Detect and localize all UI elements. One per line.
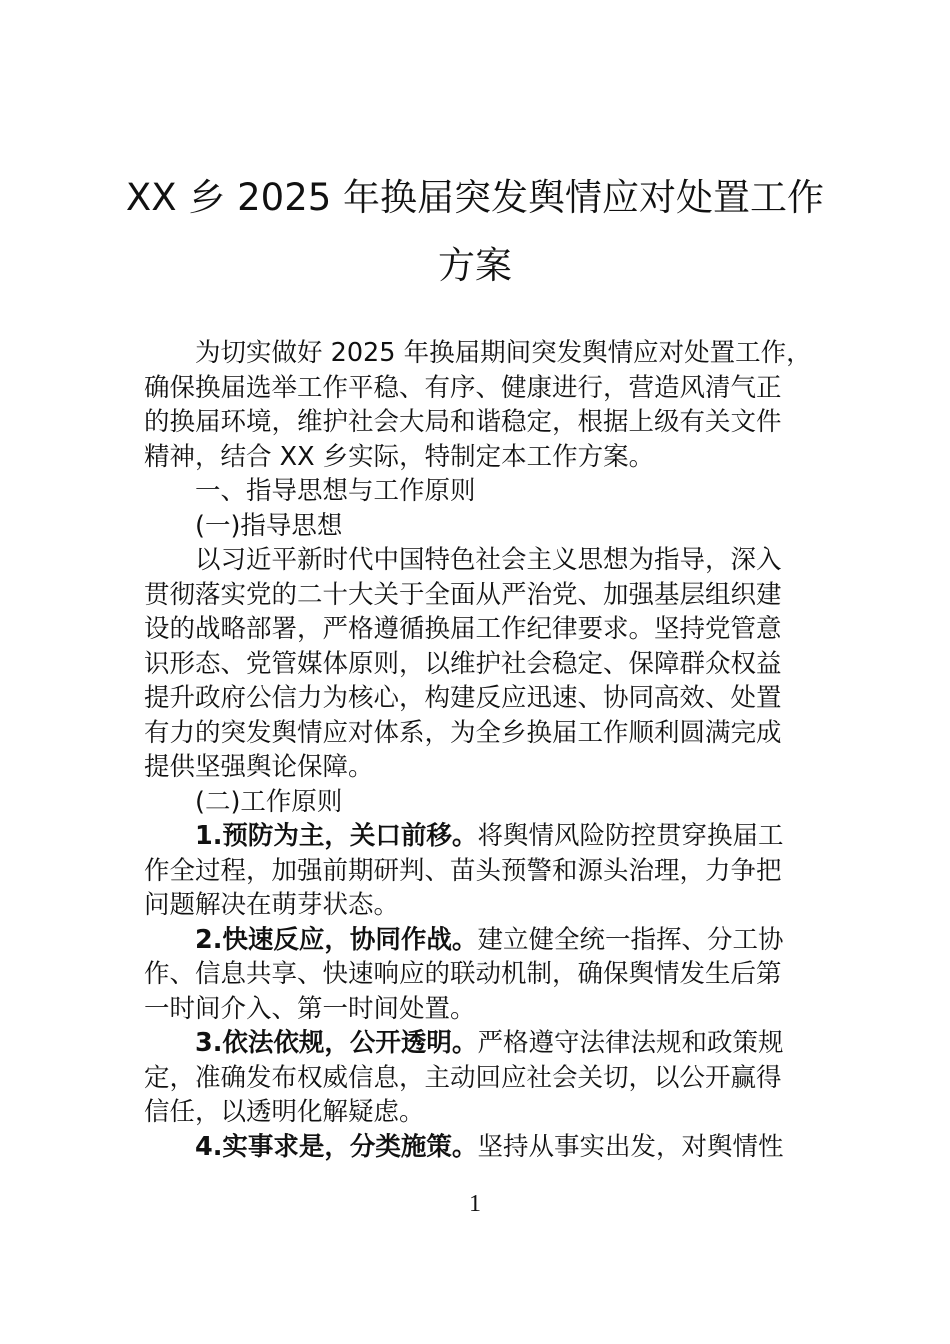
body-line: [144, 612, 810, 647]
body-line: [144, 474, 810, 509]
body-line: [144, 957, 810, 992]
body-line: [144, 509, 810, 544]
line-text: 设的战略部署，严格遵循换届工作纪律要求。坚持党管意: [144, 614, 782, 644]
line-text: (一)指导思想: [195, 510, 343, 541]
body-line: [144, 647, 810, 682]
line-text: 识形态、党管媒体原则，以维护社会稳定、保障群众权益: [144, 648, 782, 679]
line-text: 的换届环境，维护社会大局和谐稳定，根据上级有关文件: [144, 407, 782, 437]
line-text: 坚持从事实出发，对舆情性: [477, 1131, 784, 1162]
bold-lead-in: 4.实事求是，分类施策。: [195, 1131, 478, 1162]
line-text: 作全过程，加强前期研判、苗头预警和源头治理，力争把: [144, 855, 782, 886]
line-text: 提升政府公信力为核心，构建反应迅速、协同高效、处置: [144, 683, 782, 713]
body-line: [144, 992, 810, 1027]
line-text: 一时间介入、第一时间处置。: [144, 993, 476, 1024]
body-line: [144, 716, 810, 751]
body-line: [144, 440, 810, 475]
body-line: [144, 543, 810, 578]
body-line: [144, 578, 810, 613]
bold-lead-in: 3.依法依规，公开透明。: [195, 1028, 478, 1058]
line-text: 为切实做好 2025 年换届期间突发舆情应对处置工作，: [195, 338, 812, 368]
line-text: 建立健全统一指挥、分工协: [477, 924, 784, 955]
bold-lead-in: 1.预防为主，关口前移。: [195, 821, 478, 851]
body-line: [144, 371, 810, 406]
line-text: 作、信息共享、快速响应的联动机制，确保舆情发生后第: [144, 959, 782, 989]
body-line: [144, 750, 810, 785]
line-text: 以习近平新时代中国特色社会主义思想为指导，深入: [195, 545, 782, 575]
line-text: 一、指导思想与工作原则: [195, 476, 476, 506]
body-line: [144, 1095, 810, 1130]
body-line: [144, 923, 810, 958]
body-line: [144, 785, 810, 820]
bold-lead-in: 2.快速反应，协同作战。: [195, 924, 478, 955]
line-text: (二)工作原则: [195, 786, 343, 817]
line-text: 确保换届选举工作平稳、有序、健康进行，营造风清气正: [144, 372, 782, 403]
body-line: [144, 1061, 810, 1096]
line-text: 贯彻落实党的二十大关于全面从严治党、加强基层组织建: [144, 579, 782, 610]
body-line: [144, 336, 810, 371]
body-line: [144, 854, 810, 889]
document-title-line-1: XX 乡 2025 年换届突发舆情应对处置工作: [125, 176, 825, 219]
body-line: [144, 405, 810, 440]
body-line: [144, 819, 810, 854]
body-line: [144, 888, 810, 923]
page-number: 1: [469, 1191, 481, 1217]
line-text: 严格遵守法律法规和政策规: [477, 1028, 784, 1058]
line-text: 定，准确发布权威信息，主动回应社会关切，以公开赢得: [144, 1062, 782, 1093]
line-text: 提供坚强舆论保障。: [144, 752, 374, 782]
document-title-line-2: 方案: [438, 244, 512, 287]
line-text: 将舆情风险防控贯穿换届工: [477, 821, 784, 851]
body-line: [144, 681, 810, 716]
line-text: 精神，结合 XX 乡实际，特制定本工作方案。: [144, 441, 655, 472]
line-text: 信任，以透明化解疑虑。: [144, 1097, 425, 1127]
body-line: [144, 1130, 810, 1165]
line-text: 问题解决在萌芽状态。: [144, 890, 400, 920]
document-body: [144, 336, 810, 1164]
body-line: [144, 1026, 810, 1061]
line-text: 有力的突发舆情应对体系，为全乡换届工作顺利圆满完成: [144, 717, 782, 748]
